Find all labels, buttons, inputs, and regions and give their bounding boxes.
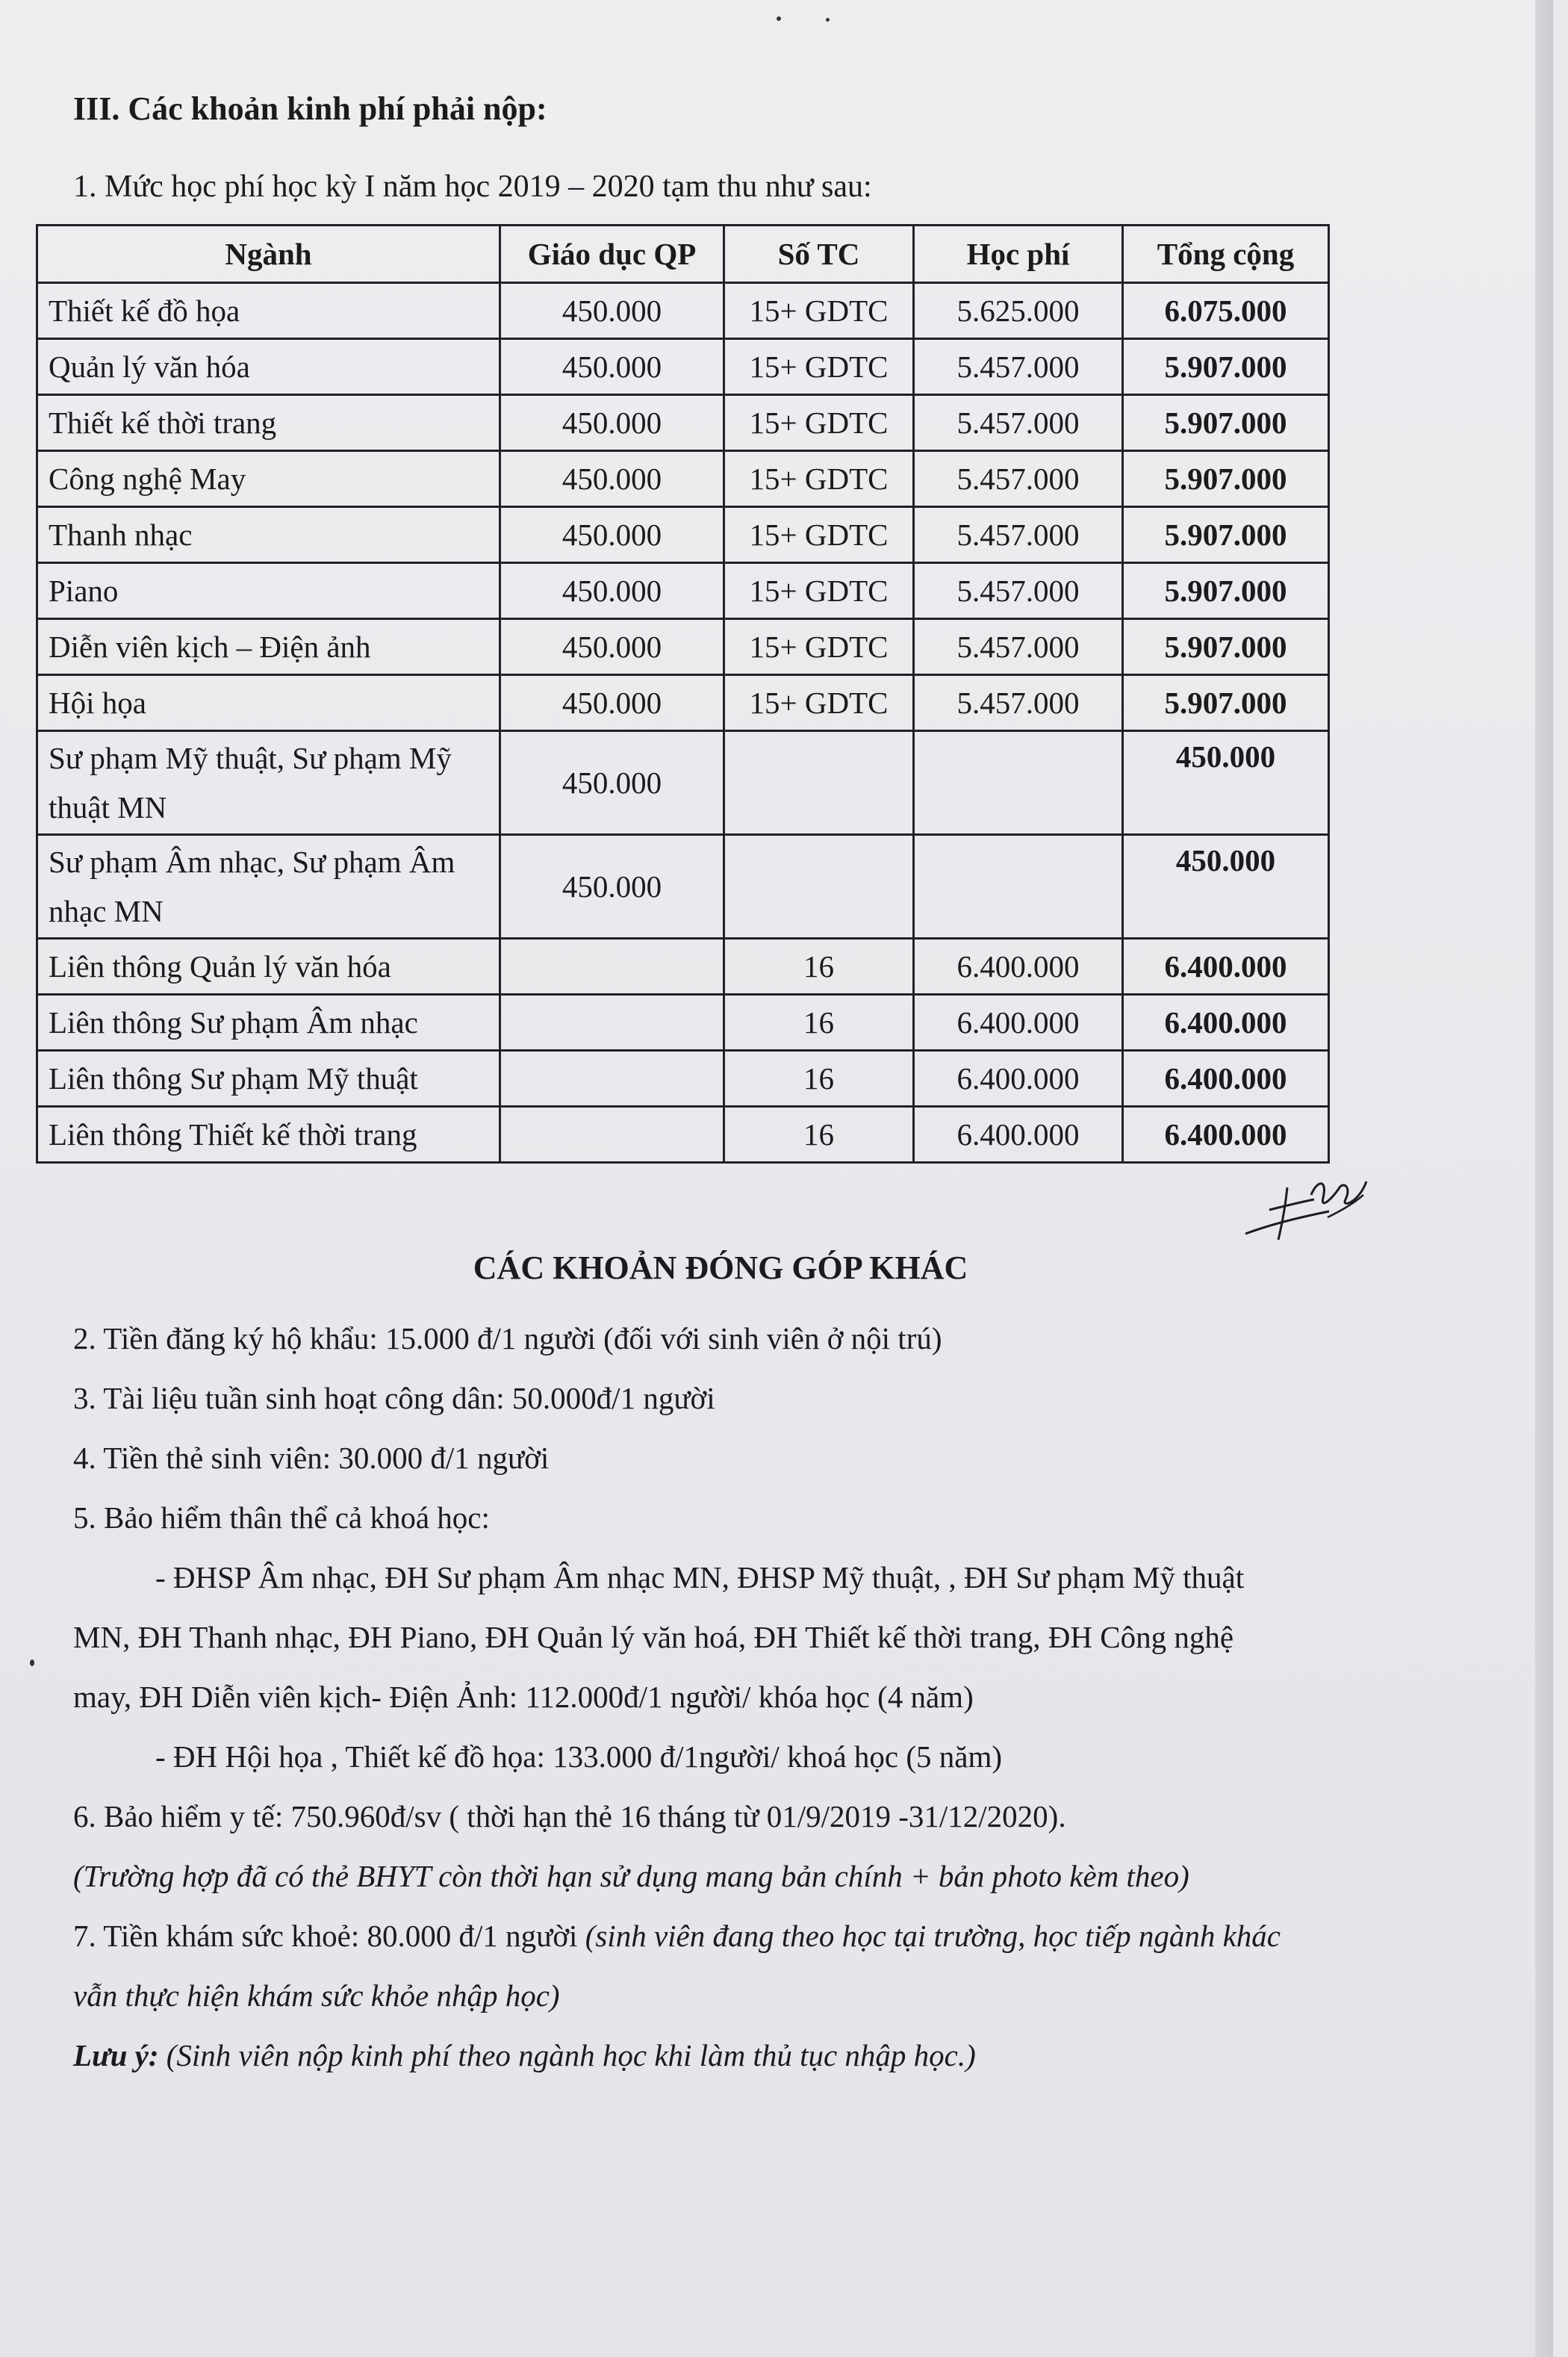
cell-total: 5.907.000: [1123, 563, 1329, 619]
cell-tuition: 6.400.000: [914, 995, 1123, 1051]
cell-tuition: [914, 835, 1123, 939]
item-body-insurance: 5. Bảo hiểm thân thể cả khoá học:: [73, 1500, 490, 1535]
table-row: [37, 939, 1329, 995]
item-household-registration: 2. Tiền đăng ký hộ khẩu: 15.000 đ/1 người (đối với sinh viên ở nội trú): [73, 1321, 942, 1355]
item-health-check-note: (sinh viên đang theo học tại trường, học tiếp ngành khác vẫn thực hiện khám sức khỏe nhập học): [73, 1919, 1281, 2013]
cell-tuition: 6.400.000: [914, 1107, 1123, 1163]
item-body-insurance-4year: - ĐHSP Âm nhạc, ĐH Sư phạm Âm nhạc MN, ĐHSP Mỹ thuật, , ĐH Sư phạm Mỹ thuật MN, ĐH Thanh nhạc, ĐH Piano, ĐH Quản lý văn hoá, ĐH Thiết kế thời trang, ĐH Công nghệ may, ĐH Diễn viên kịch- Điện Ảnh: 112.000đ/1 người/ khóa học (4 năm): [73, 1560, 1245, 1714]
cell-credits: 15+ GDTC: [724, 283, 914, 339]
cell-defense-education: [500, 1051, 724, 1107]
cell-total: 5.907.000: [1123, 395, 1329, 451]
tuition-table: [36, 224, 1330, 1164]
cell-major: Công nghệ May: [37, 451, 500, 507]
cell-credits: 16: [724, 939, 914, 995]
col-header-tuition: Học phí: [914, 226, 1123, 283]
cell-tuition: 5.457.000: [914, 339, 1123, 395]
cell-major: Liên thông Sư phạm Mỹ thuật: [37, 1051, 500, 1107]
note-text: (Sinh viên nộp kinh phí theo ngành học khi làm thủ tục nhập học.): [158, 2038, 976, 2072]
cell-total: 6.075.000: [1123, 283, 1329, 339]
table-row: [37, 283, 1329, 339]
cell-defense-education: 450.000: [500, 675, 724, 731]
col-header-defense-education: Giáo dục QP: [500, 226, 724, 283]
col-header-major: Ngành: [37, 226, 500, 283]
cell-tuition: 5.457.000: [914, 619, 1123, 675]
cell-credits: 15+ GDTC: [724, 563, 914, 619]
cell-total: 450.000: [1123, 731, 1329, 835]
section-heading: III. Các khoản kinh phí phải nộp:: [73, 90, 547, 127]
cell-credits: 15+ GDTC: [724, 619, 914, 675]
table-header-row: [37, 226, 1329, 283]
tuition-table-body: [37, 283, 1329, 1163]
table-row: [37, 1107, 1329, 1163]
cell-total: 5.907.000: [1123, 507, 1329, 563]
cell-defense-education: 450.000: [500, 731, 724, 835]
cell-major: Piano: [37, 563, 500, 619]
cell-major: Quản lý văn hóa: [37, 339, 500, 395]
cell-total: 6.400.000: [1123, 995, 1329, 1051]
cell-total: 6.400.000: [1123, 1051, 1329, 1107]
table-row: [37, 995, 1329, 1051]
cell-major: Sư phạm Âm nhạc, Sư phạm Âm nhạc MN: [37, 835, 500, 939]
cell-tuition: 5.457.000: [914, 395, 1123, 451]
table-row: [37, 395, 1329, 451]
table-row: [37, 835, 1329, 939]
cell-defense-education: 450.000: [500, 339, 724, 395]
table-row: [37, 507, 1329, 563]
table-row: [37, 451, 1329, 507]
col-header-total: Tổng cộng: [1123, 226, 1329, 283]
cell-defense-education: 450.000: [500, 395, 724, 451]
cell-major: Liên thông Quản lý văn hóa: [37, 939, 500, 995]
final-note: [73, 2025, 1298, 2085]
cell-total: 5.907.000: [1123, 619, 1329, 675]
note-label: Lưu ý:: [73, 2038, 159, 2072]
handwritten-signature: [1239, 1165, 1374, 1247]
cell-tuition: 5.625.000: [914, 283, 1123, 339]
cell-major: Thiết kế thời trang: [37, 395, 500, 451]
cell-credits: 16: [724, 995, 914, 1051]
item-body-insurance-5year: - ĐH Hội họa , Thiết kế đồ họa: 133.000 đ/1người/ khoá học (5 năm): [155, 1739, 1003, 1774]
cell-tuition: [914, 731, 1123, 835]
cell-major: Thanh nhạc: [37, 507, 500, 563]
table-row: [37, 1051, 1329, 1107]
item-health-check: [73, 1906, 1298, 2025]
item-health-insurance-note: (Trường hợp đã có thẻ BHYT còn thời hạn sử dụng mang bản chính + bản photo kèm theo): [73, 1859, 1189, 1893]
cell-credits: 15+ GDTC: [724, 395, 914, 451]
cell-total: 5.907.000: [1123, 451, 1329, 507]
cell-credits: 16: [724, 1107, 914, 1163]
cell-defense-education: [500, 939, 724, 995]
cell-credits: [724, 835, 914, 939]
page-edge-shadow: [1535, 0, 1553, 2357]
table-row: [37, 731, 1329, 835]
cell-defense-education: 450.000: [500, 619, 724, 675]
item-civic-materials: 3. Tài liệu tuần sinh hoạt công dân: 50.000đ/1 người: [73, 1381, 715, 1415]
cell-major: Liên thông Sư phạm Âm nhạc: [37, 995, 500, 1051]
table-row: [37, 563, 1329, 619]
cell-credits: 15+ GDTC: [724, 339, 914, 395]
cell-total: 6.400.000: [1123, 939, 1329, 995]
item-health-insurance: 6. Bảo hiểm y tế: 750.960đ/sv ( thời hạn thẻ 16 tháng từ 01/9/2019 -31/12/2020).: [73, 1799, 1066, 1833]
cell-major: Thiết kế đồ họa: [37, 283, 500, 339]
cell-total: 450.000: [1123, 835, 1329, 939]
scan-speck: [826, 18, 830, 22]
item-student-card: 4. Tiền thẻ sinh viên: 30.000 đ/1 người: [73, 1441, 550, 1475]
cell-tuition: 5.457.000: [914, 563, 1123, 619]
table-row: [37, 339, 1329, 395]
item-health-check-text: 7. Tiền khám sức khoẻ: 80.000 đ/1 người: [73, 1919, 578, 1953]
cell-credits: 15+ GDTC: [724, 507, 914, 563]
cell-defense-education: 450.000: [500, 283, 724, 339]
table-row: [37, 675, 1329, 731]
cell-defense-education: 450.000: [500, 563, 724, 619]
cell-defense-education: [500, 1107, 724, 1163]
cell-total: 6.400.000: [1123, 1107, 1329, 1163]
contribution-list: [73, 1308, 1298, 2085]
cell-total: 5.907.000: [1123, 339, 1329, 395]
table-row: [37, 619, 1329, 675]
cell-credits: 16: [724, 1051, 914, 1107]
cell-credits: 15+ GDTC: [724, 451, 914, 507]
tuition-intro: 1. Mức học phí học kỳ I năm học 2019 – 2020 tạm thu như sau:: [73, 170, 872, 204]
scan-speck: [30, 1659, 34, 1666]
cell-tuition: 6.400.000: [914, 1051, 1123, 1107]
scan-speck: [777, 16, 781, 21]
cell-total: 5.907.000: [1123, 675, 1329, 731]
cell-major: Hội họa: [37, 675, 500, 731]
cell-major: Sư phạm Mỹ thuật, Sư phạm Mỹ thuật MN: [37, 731, 500, 835]
col-header-credits: Số TC: [724, 226, 914, 283]
cell-tuition: 5.457.000: [914, 451, 1123, 507]
cell-major: Diễn viên kịch – Điện ảnh: [37, 619, 500, 675]
cell-credits: [724, 731, 914, 835]
cell-credits: 15+ GDTC: [724, 675, 914, 731]
cell-defense-education: [500, 995, 724, 1051]
cell-defense-education: 450.000: [500, 835, 724, 939]
cell-tuition: 5.457.000: [914, 507, 1123, 563]
other-contributions-heading: CÁC KHOẢN ĐÓNG GÓP KHÁC: [473, 1249, 968, 1286]
cell-tuition: 6.400.000: [914, 939, 1123, 995]
cell-defense-education: 450.000: [500, 451, 724, 507]
cell-defense-education: 450.000: [500, 507, 724, 563]
cell-major: Liên thông Thiết kế thời trang: [37, 1107, 500, 1163]
cell-tuition: 5.457.000: [914, 675, 1123, 731]
